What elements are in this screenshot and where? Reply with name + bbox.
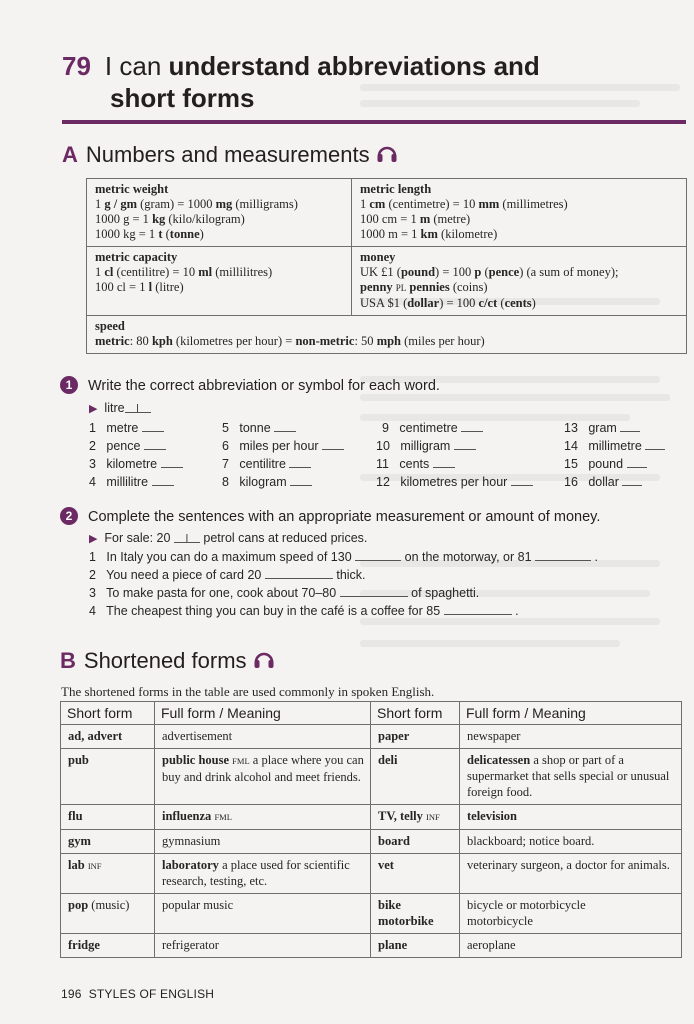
headphones-icon xyxy=(253,649,275,675)
exercise-2-sentence[interactable]: 1 In Italy you can do a maximum speed of 130 on the motorway, or 81 . xyxy=(89,550,598,564)
exercise-1-item[interactable]: 5 tonne xyxy=(222,420,296,435)
speed-cell xyxy=(87,316,687,354)
section-b-title: Shortened forms xyxy=(83,648,247,673)
table-row: pop (music) popular music bike motorbike bicycle or motorbicycle motorbicycle xyxy=(61,894,682,934)
exercise-1-item[interactable]: 3 kilometre xyxy=(89,456,183,471)
metric-weight-line: 1000 kg = 1 t (tonne) xyxy=(95,227,204,241)
example-answer-blank: l xyxy=(174,531,200,543)
section-b-letter: B xyxy=(60,648,76,673)
money-line: USA $1 (dollar) = 100 c/ct (cents) xyxy=(360,296,536,310)
metric-length-line: 100 cm = 1 m (metre) xyxy=(360,212,471,226)
measurements-table xyxy=(86,178,687,354)
unit-title xyxy=(62,50,540,114)
metric-weight-line: 1 g / gm (gram) = 1000 mg (milligrams) xyxy=(95,197,298,211)
metric-capacity-cell xyxy=(87,247,352,316)
exercise-1-item[interactable]: 11 cents xyxy=(376,456,455,471)
exercise-2-number: 2 xyxy=(60,507,78,525)
money-line: penny PL pennies (coins) xyxy=(360,280,488,294)
exercise-1-item[interactable]: 14 millimetre xyxy=(564,438,665,453)
exercise-1-item[interactable]: 2 pence xyxy=(89,438,166,453)
metric-capacity-line: 100 cl = 1 l (litre) xyxy=(95,280,184,294)
exercise-1-item[interactable]: 12 kilometres per hour xyxy=(376,474,533,489)
title-rule xyxy=(62,120,686,124)
example-answer-blank: l xyxy=(125,401,151,413)
exercise-2-sentence[interactable]: 2 You need a piece of card 20 thick. xyxy=(89,568,366,582)
metric-length-line: 1 cm (centimetre) = 10 mm (millimetres) xyxy=(360,197,568,211)
table-row: pub public house FML a place where you can buy and drink alcohol and meet friends. deli delicatessen a shop or part of a supermarket that sells special or unusual foreign food. xyxy=(61,749,682,805)
footer-section: STYLES OF ENGLISH xyxy=(88,987,215,1001)
section-b-intro: The shortened forms in the table are used commonly in spoken English. xyxy=(61,684,435,699)
metric-capacity-heading: metric capacity xyxy=(95,250,178,264)
section-b-heading xyxy=(60,648,275,675)
column-header: Short form xyxy=(61,702,155,725)
metric-length-heading: metric length xyxy=(360,182,432,196)
exercise-1-item[interactable]: 10 milligram xyxy=(376,438,476,453)
speed-heading: speed xyxy=(95,319,125,333)
section-a-heading xyxy=(62,142,398,169)
page-number: 196 xyxy=(61,987,82,1001)
example-arrow-icon: ▶ xyxy=(89,533,98,545)
section-a-title: Numbers and measurements xyxy=(85,142,370,167)
exercise-1-item[interactable]: 6 miles per hour xyxy=(222,438,344,453)
exercise-2-sentence[interactable]: 4 The cheapest thing you can buy in the café is a coffee for 85 . xyxy=(89,604,519,618)
money-cell xyxy=(352,247,687,316)
exercise-1-number: 1 xyxy=(60,376,78,394)
table-row: fridge refrigerator plane aeroplane xyxy=(61,934,682,958)
exercise-2-example: ▶ For sale: 20 l petrol cans at reduced prices. xyxy=(89,531,368,545)
exercise-1-instruction: Write the correct abbreviation or symbol for each word. xyxy=(88,378,440,394)
unit-number: 79 xyxy=(62,51,91,81)
exercise-1-item[interactable]: 9 centimetre xyxy=(382,420,483,435)
column-header: Short form xyxy=(371,702,460,725)
metric-weight-line: 1000 g = 1 kg (kilo/kilogram) xyxy=(95,212,245,226)
money-heading: money xyxy=(360,250,396,264)
bleed-through xyxy=(360,618,660,625)
exercise-1-example: ▶ litre l xyxy=(89,401,151,415)
speed-line: metric: 80 kph (kilometres per hour) = non-metric: 50 mph (miles per hour) xyxy=(95,334,485,348)
table-row: gym gymnasium board blackboard; notice board. xyxy=(61,830,682,854)
table-row: ad, advert advertisement paper newspaper xyxy=(61,725,682,749)
money-line: UK £1 (pound) = 100 p (pence) (a sum of money); xyxy=(360,265,619,279)
exercise-2-sentence[interactable]: 3 To make pasta for one, cook about 70–80 of spaghetti. xyxy=(89,586,480,600)
unit-title-bold-line-1: understand abbreviations and xyxy=(168,51,540,81)
exercise-1-item[interactable]: 13 gram xyxy=(564,420,640,435)
exercise-1-item[interactable]: 16 dollar xyxy=(564,474,642,489)
page-footer xyxy=(61,987,214,1001)
exercise-1-item[interactable]: 1 metre xyxy=(89,420,164,435)
exercise-1-item[interactable]: 15 pound xyxy=(564,456,647,471)
bleed-through xyxy=(360,640,620,647)
unit-title-bold-line-2: short forms xyxy=(110,83,255,113)
exercise-2-instruction: Complete the sentences with an appropriate measurement or amount of money. xyxy=(88,509,601,525)
metric-length-cell xyxy=(352,179,687,247)
short-forms-table xyxy=(60,701,682,958)
exercise-1-heading xyxy=(60,376,440,394)
unit-title-plain: I can xyxy=(104,51,169,81)
exercise-1-item[interactable]: 8 kilogram xyxy=(222,474,312,489)
column-header: Full form / Meaning xyxy=(155,702,371,725)
metric-length-line: 1000 m = 1 km (kilometre) xyxy=(360,227,498,241)
metric-weight-cell xyxy=(87,179,352,247)
table-header-row xyxy=(61,702,682,725)
exercise-1-item[interactable]: 7 centilitre xyxy=(222,456,311,471)
table-row: flu influenza FML TV, telly INF television xyxy=(61,805,682,830)
example-arrow-icon: ▶ xyxy=(89,403,98,415)
exercise-1-item[interactable]: 4 millilitre xyxy=(89,474,174,489)
section-a-letter: A xyxy=(62,142,78,167)
metric-weight-heading: metric weight xyxy=(95,182,169,196)
exercise-2-heading xyxy=(60,507,600,525)
headphones-icon xyxy=(376,143,398,169)
bleed-through xyxy=(360,394,670,401)
metric-capacity-line: 1 cl (centilitre) = 10 ml (millilitres) xyxy=(95,265,273,279)
column-header: Full form / Meaning xyxy=(460,702,682,725)
table-row: lab INF laboratory a place used for scientific research, testing, etc. vet veterinary surgeon, a doctor for animals. xyxy=(61,854,682,894)
